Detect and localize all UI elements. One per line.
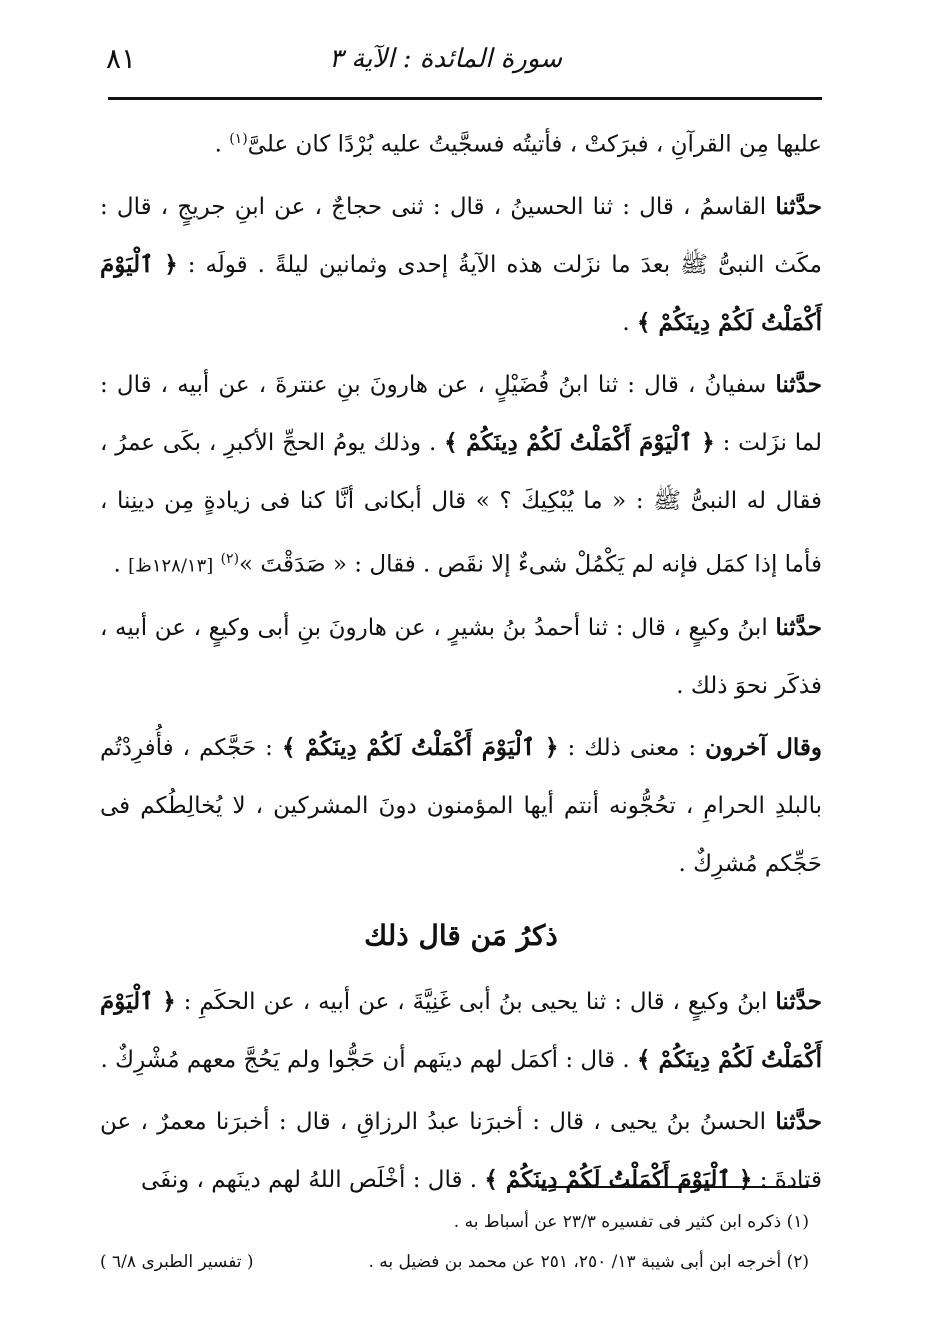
paragraph-6-text-b: . قال : أخْلَص اللهُ لهم دينَهم ، ونفَى [140,1167,485,1194]
paragraph-3-text: ابنُ وكيعٍ ، قال : ثنا أحمدُ بنُ بشيرٍ ، عن هارونَ بنِ أبى وكيعٍ ، عن أبيه ، فذكَر نحوَ ذلك . [100,615,822,700]
page-header [100,38,822,88]
section-heading: ذكرُ مَن قال ذلك [364,919,558,953]
wa-qala-akharun-keyword: وقال آخرون [705,734,822,762]
paragraph-1-text: القاسمُ ، قال : ثنا الحسينُ ، قال : ثنى حجاجٌ ، عن ابنِ جريجٍ ، قال : مكَث النبىُّ ﷺ بعدَ ما نزَلت هذه الآيةُ إحدى وثمانين ليلةً . قولَه : [100,193,822,278]
running-title: سورة المائدة : الآية ٣ [328,44,562,74]
quran-verse: ﴿ ٱلْيَوْمَ أَكْمَلْتُ لَكُمْ دِينَكُمْ ﴾ [444,428,715,456]
footnote-1: (١) ذكره ابن كثير فى تفسيره ٢٣/٣ عن أسباط به . [453,1212,809,1232]
source-reference: ( تفسير الطبرى ٦/٨ ) [100,1252,254,1272]
paragraph-2-text-b: . وذلك يومُ الحجِّ الأكبرِ ، بكَى عمرُ ، فقال له النبىُّ ﷺ : « ما يُبْكِيكَ ؟ » قال أبكانى أنَّا كنا فى زيادةٍ مِن دينِنا ، فأما إذا كمَل فإنه لم يَكْمُلْ شىءٌ إلا نقَص . فقال : « صَدَقْتَ » [100,429,822,578]
footnote-rule [538,1186,808,1188]
footnote-2: (٢) أخرجه ابن أبى شيبة ١٣/ ٢٥٠، ٢٥١ عن محمد بن فضيل به . [368,1252,809,1272]
paragraph-6-text-a: الحسنُ بنُ يحيى ، قال : أخبرَنا عبدُ الرزاقِ ، قال : أخبرَنا معمرٌ ، عن قتادةَ : [100,1109,822,1194]
haddathana-keyword: حدَّثنا [775,1108,822,1136]
paragraph-0-end: . [214,131,230,158]
paragraph-4-text-b: : حَجَّكم ، فأُفرِدْتُم بالبلدِ الحرامِ ، تحُجُّونه أنتم أيها المؤمنون دونَ المشركين ، لا يُخالِطُكم فى حَجِّكم مُشرِكٌ . [100,735,822,878]
header-rule [108,97,822,100]
haddathana-keyword: حدَّثنا [775,192,822,220]
paragraph-4-text-a: : معنى ذلك : [558,735,706,762]
paragraph-1-end: . [622,309,638,336]
paragraph-2-end: . [113,551,129,578]
manuscript-reference: [١٢٨/١٣ظ] [128,555,214,577]
paragraph-4 [100,719,822,893]
paragraph-6 [100,1093,822,1209]
quran-verse: ﴿ ٱلْيَوْمَ أَكْمَلْتُ لَكُمْ دِينَكُمْ ﴾ [100,250,822,336]
footnote-mark-1: (١) [229,131,248,147]
paragraph-5-text-b: . قال : أكمَل لهم دينَهم أن حَجُّوا ولم يَحُجَّ معهم مُشْرِكٌ . [100,1047,638,1074]
paragraph-2 [100,356,822,596]
page-number: ٨١ [106,42,137,75]
paragraph-2-text-a: سفيانُ ، قال : ثنا ابنُ فُضَيْلٍ ، عن هارونَ بنِ عنترةَ ، عن أبيه ، قال : لما نزَلت : [100,371,823,456]
quran-verse: ﴿ ٱلْيَوْمَ أَكْمَلْتُ لَكُمْ دِينَكُمْ ﴾ [484,1166,753,1194]
paragraph-0-text: عليها مِن القرآنِ ، فبرَكتْ ، فأتيتُه فسجَّيتُ عليه بُرْدًا كان علىَّ [247,131,822,158]
paragraph-5 [100,973,822,1089]
paragraph-0 [100,110,822,174]
quran-verse: ﴿ ٱلْيَوْمَ أَكْمَلْتُ لَكُمْ دِينَكُمْ ﴾ [100,988,822,1074]
haddathana-keyword: حدَّثنا [775,988,823,1016]
main-text [100,110,822,1209]
haddathana-keyword: حدَّثنا [775,370,822,398]
footnote-mark-2: (٢) [220,550,240,567]
quran-verse: ﴿ ٱلْيَوْمَ أَكْمَلْتُ لَكُمْ دِينَكُمْ ﴾ [281,734,559,762]
paragraph-1 [100,178,822,352]
haddathana-keyword: حدَّثنا [775,614,822,642]
paragraph-3 [100,599,822,715]
paragraph-5-text-a: ابنُ وكيعٍ ، قال : ثنا يحيى بنُ أبى غَنِيَّةَ ، عن أبيه ، عن الحكَمِ : [175,989,776,1016]
